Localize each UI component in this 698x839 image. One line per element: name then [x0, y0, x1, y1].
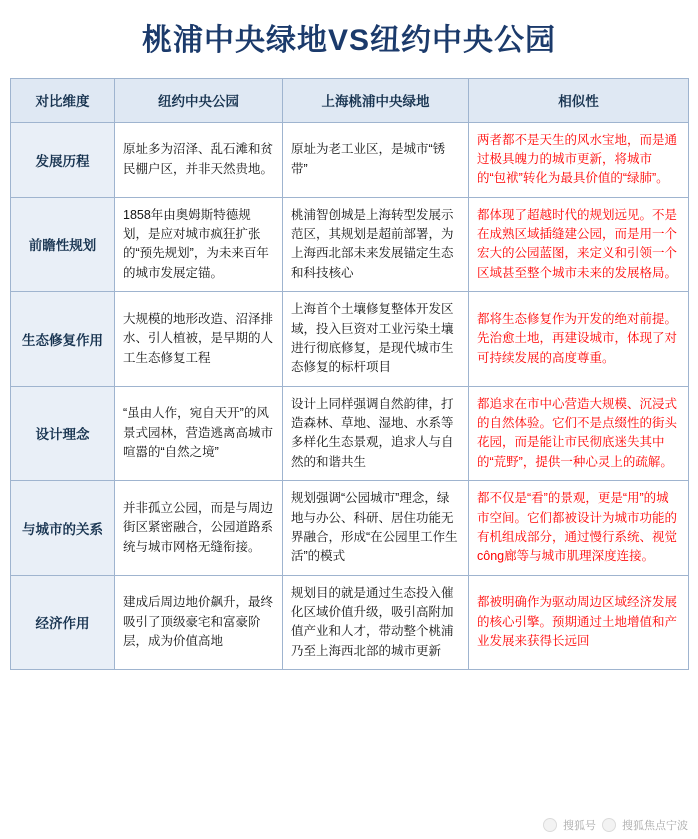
- row-cell-new-york: 并非孤立公园，而是与周边街区紧密融合，公园道路系统与城市网格无缝衔接。: [115, 481, 283, 576]
- watermark: [543, 817, 688, 833]
- row-cell-shanghai: 桃浦智创城是上海转型发展示范区，其规划是超前部署，为上海西北部未来发展锚定生态和科技核心: [283, 197, 469, 292]
- page-title-bar: [0, 0, 698, 78]
- column-header-dimension: 对比维度: [11, 78, 115, 122]
- table-header-row: [11, 78, 689, 122]
- column-header-new-york: 纽约中央公园: [115, 78, 283, 122]
- row-cell-similarity: 都追求在市中心营造大规模、沉浸式的自然体验。它们不是点缀性的街头花园，而是能让市民彻底迷失其中的“荒野”，提供一种心灵上的疏解。: [469, 386, 689, 481]
- row-cell-similarity: 都将生态修复作为开发的绝对前提。先治愈土地，再建设城市，体现了对可持续发展的高度尊重。: [469, 292, 689, 387]
- row-dimension-label: 经济作用: [11, 575, 115, 670]
- row-cell-similarity: 都被明确作为驱动周边区域经济发展的核心引擎。预期通过土地增值和产业发展来获得长远回: [469, 575, 689, 670]
- row-cell-similarity: 两者都不是天生的风水宝地，而是通过极具魄力的城市更新，将城市的“包袱”转化为最具价值的“绿肺”。: [469, 122, 689, 197]
- page-title: 桃浦中央绿地VS纽约中央公园: [141, 24, 557, 57]
- row-cell-new-york: 建成后周边地价飙升，最终吸引了顶级豪宅和富豪阶层，成为价值高地: [115, 575, 283, 670]
- row-cell-new-york: 大规模的地形改造、沼泽排水、引人植被，是早期的人工生态修复工程: [115, 292, 283, 387]
- column-header-shanghai: 上海桃浦中央绿地: [283, 78, 469, 122]
- row-cell-new-york: 原址多为沼泽、乱石滩和贫民棚户区，并非天然贵地。: [115, 122, 283, 197]
- row-cell-similarity: 都不仅是“看”的景观，更是“用”的城市空间。它们都被设计为城市功能的有机组成部分，通过慢行系统、视觉công廊等与城市肌理深度连接。: [469, 481, 689, 576]
- watermark-left-text: 搜狐号: [563, 820, 596, 832]
- table-header: [11, 78, 689, 122]
- row-cell-shanghai: 设计上同样强调自然韵律，打造森林、草地、湿地、水系等多样化生态景观，追求人与自然的和谐共生: [283, 386, 469, 481]
- table-row: [11, 386, 689, 481]
- sohu-focus-logo-icon: [602, 818, 616, 832]
- table-row: [11, 122, 689, 197]
- comparison-table-wrapper: [0, 78, 698, 671]
- row-dimension-label: 发展历程: [11, 122, 115, 197]
- table-row: [11, 481, 689, 576]
- sohu-logo-icon: [543, 818, 557, 832]
- watermark-right-text: 搜狐焦点宁波: [622, 820, 688, 832]
- row-dimension-label: 设计理念: [11, 386, 115, 481]
- row-dimension-label: 与城市的关系: [11, 481, 115, 576]
- table-body: [11, 122, 689, 670]
- row-dimension-label: 前瞻性规划: [11, 197, 115, 292]
- row-cell-shanghai: 规划目的就是通过生态投入催化区域价值升级，吸引高附加值产业和人才，带动整个桃浦乃至上海西北部的城市更新: [283, 575, 469, 670]
- comparison-table: [10, 78, 689, 671]
- row-cell-shanghai: 上海首个土壤修复整体开发区域，投入巨资对工业污染土壤进行彻底修复，是现代城市生态修复的标杆项目: [283, 292, 469, 387]
- table-row: [11, 292, 689, 387]
- table-row: [11, 197, 689, 292]
- row-cell-new-york: 1858年由奥姆斯特德规划，是应对城市疯狂扩张的“预先规划”，为未来百年的城市发展定锚。: [115, 197, 283, 292]
- row-dimension-label: 生态修复作用: [11, 292, 115, 387]
- column-header-similarity: 相似性: [469, 78, 689, 122]
- row-cell-shanghai: 原址为老工业区，是城市“锈带”: [283, 122, 469, 197]
- row-cell-new-york: “虽由人作，宛自天开”的风景式园林，营造逃离高城市喧嚣的“自然之境”: [115, 386, 283, 481]
- row-cell-shanghai: 规划强调“公园城市”理念，绿地与办公、科研、居住功能无界融合，形成“在公园里工作生活”的模式: [283, 481, 469, 576]
- row-cell-similarity: 都体现了超越时代的规划远见。不是在成熟区域插缝建公园，而是用一个宏大的公园蓝图，来定义和引领一个区域甚至整个城市未来的发展格局。: [469, 197, 689, 292]
- table-row: [11, 575, 689, 670]
